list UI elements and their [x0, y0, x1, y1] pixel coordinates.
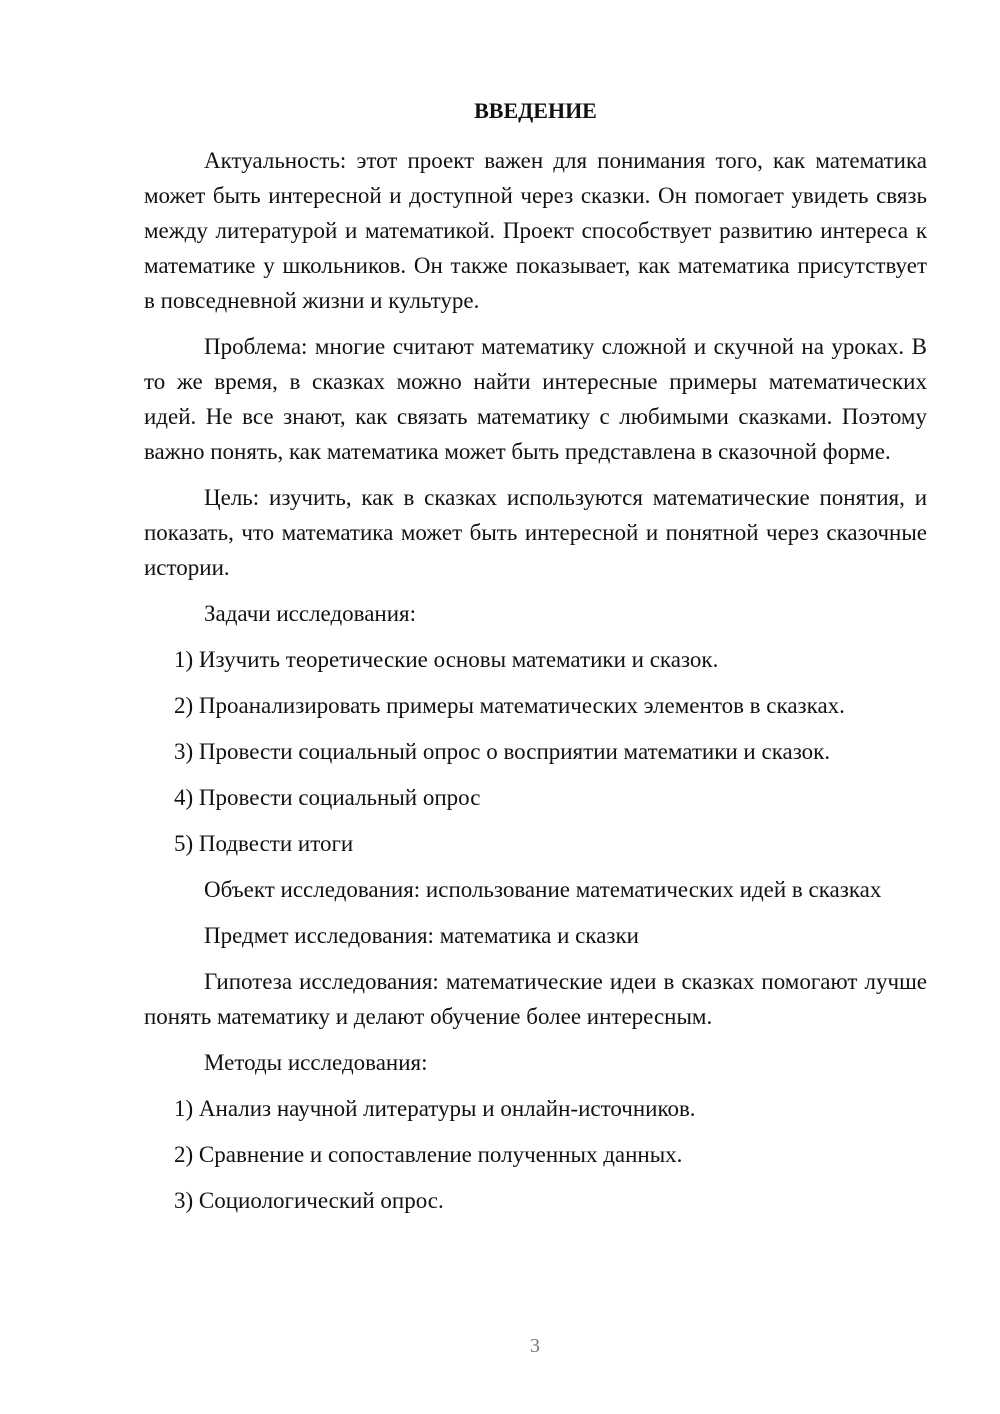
object-paragraph: Объект исследования: использование математических идей в сказках [204, 877, 882, 902]
methods-list [144, 1091, 927, 1218]
tasks-list [144, 642, 927, 861]
method-item: 3) Социологический опрос. [174, 1188, 444, 1213]
task-item: 3) Провести социальный опрос о восприятии математики и сказок. [174, 739, 831, 764]
task-item: 2) Проанализировать примеры математических элементов в сказках. [174, 693, 845, 718]
hypothesis-paragraph: Гипотеза исследования: математические идеи в сказках помогают лучше понять математику и делают обучение более интересным. [144, 969, 927, 1029]
introduction-body [144, 143, 927, 1229]
problem-paragraph: Проблема: многие считают математику сложной и скучной на уроках. В то же время, в сказках можно найти интересные примеры математических идей. Не все знают, как связать математику с любимыми сказками. Поэтому важно понять, как математика может быть представлена в сказочной форме. [144, 334, 927, 464]
relevance-paragraph: Актуальность: этот проект важен для понимания того, как математика может быть интересной и доступной через сказки. Он помогает увидеть связь между литературой и математикой. Проект способствует развитию интереса к математике у школьников. Он также показывает, как математика присутствует в повседневной жизни и культуре. [144, 148, 927, 313]
methods-label: Методы исследования: [204, 1050, 428, 1075]
subject-paragraph: Предмет исследования: математика и сказки [204, 923, 639, 948]
task-item: 4) Провести социальный опрос [174, 785, 481, 810]
goal-paragraph: Цель: изучить, как в сказках используются математические понятия, и показать, что математика может быть интересной и понятной через сказочные истории. [144, 485, 927, 580]
tasks-label: Задачи исследования: [204, 601, 417, 626]
method-item: 2) Сравнение и сопоставление полученных данных. [174, 1142, 683, 1167]
method-item: 1) Анализ научной литературы и онлайн-источников. [174, 1096, 696, 1121]
task-item: 1) Изучить теоретические основы математики и сказок. [174, 647, 719, 672]
task-item: 5) Подвести итоги [174, 831, 354, 856]
page-number: 3 [530, 1335, 540, 1357]
section-heading: ВВЕДЕНИЕ [474, 98, 597, 123]
